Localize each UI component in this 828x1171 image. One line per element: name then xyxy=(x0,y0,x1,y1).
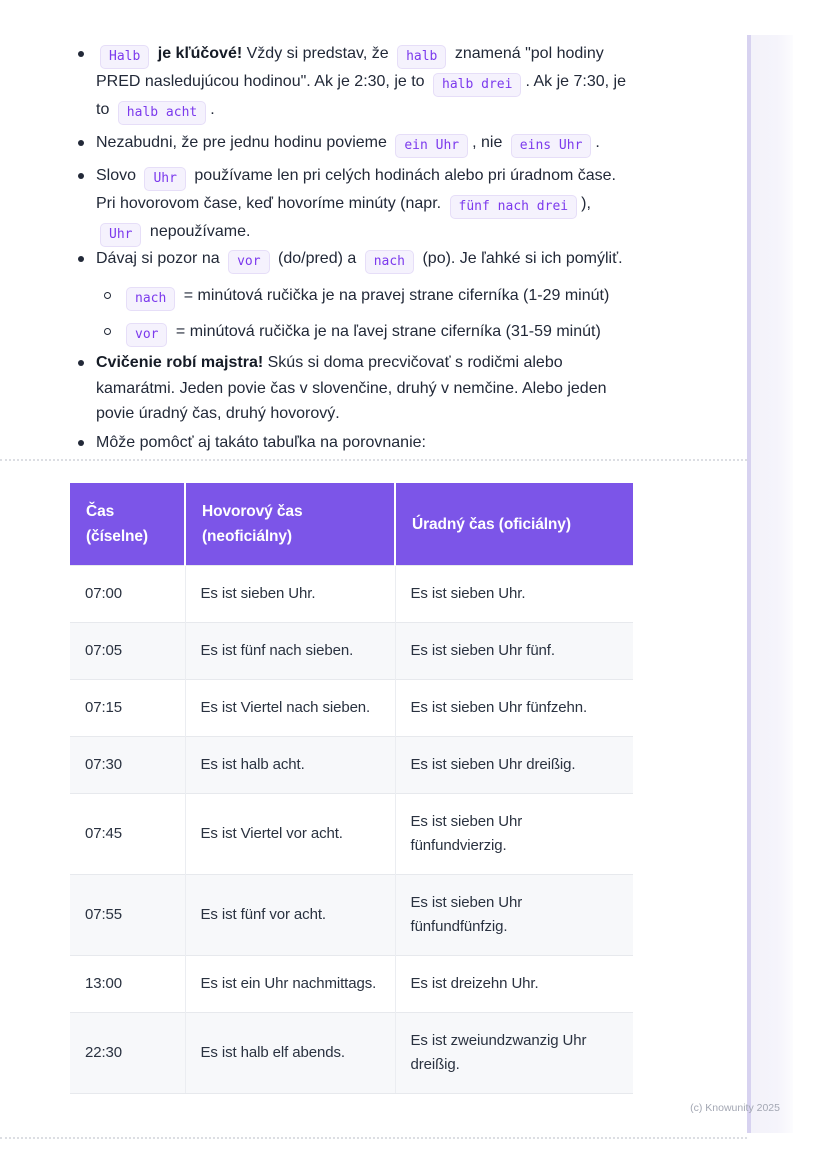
table-cell: 07:30 xyxy=(70,737,185,794)
text-run: ), xyxy=(581,195,591,212)
inline-code-badge: nach xyxy=(126,287,175,311)
table-header-cell: Čas (číselne) xyxy=(70,483,185,566)
table-cell: Es ist halb elf abends. xyxy=(185,1013,395,1094)
list-item-content xyxy=(96,246,628,355)
table-cell: Es ist sieben Uhr fünfzehn. xyxy=(395,680,633,737)
text-run: . xyxy=(210,101,215,118)
table-cell: Es ist dreizehn Uhr. xyxy=(395,956,633,1013)
table-cell: 07:05 xyxy=(70,623,185,680)
text-run: Môže pomôcť aj takáto tabuľka na porovnanie: xyxy=(96,434,426,451)
inline-code-badge: Halb xyxy=(100,45,149,69)
inline-code-badge: ein Uhr xyxy=(395,134,468,158)
disc-bullet-icon xyxy=(78,256,84,262)
table-cell: 07:00 xyxy=(70,566,185,623)
list-item-content xyxy=(122,319,628,347)
text-run: = minútová ručička je na ľavej strane ciferníka (31-59 minút) xyxy=(171,323,601,340)
table-cell: 07:45 xyxy=(70,794,185,875)
disc-bullet-icon xyxy=(78,140,84,146)
text-run: = minútová ručička je na pravej strane ciferníka (1-29 minút) xyxy=(179,287,610,304)
bold-text: je kľúčové! xyxy=(153,45,243,62)
table-cell: Es ist Viertel vor acht. xyxy=(185,794,395,875)
table-header-row xyxy=(70,483,633,566)
text-run: . xyxy=(595,134,600,151)
circle-bullet-icon xyxy=(104,328,111,335)
list-item-content xyxy=(96,350,628,427)
table-row xyxy=(70,623,633,680)
list-item xyxy=(70,41,628,125)
text-run: Nezabudni, že pre jednu hodinu povieme xyxy=(96,134,392,151)
table-row xyxy=(70,875,633,956)
inline-code-badge: Uhr xyxy=(144,167,185,191)
table-cell: 22:30 xyxy=(70,1013,185,1094)
table-body xyxy=(70,566,633,1094)
list-item xyxy=(70,130,628,158)
table-cell: 07:55 xyxy=(70,875,185,956)
table-cell: Es ist fünf vor acht. xyxy=(185,875,395,956)
inline-code-badge: halb xyxy=(397,45,446,69)
inline-code-badge: vor xyxy=(126,323,167,347)
text-run: . Ak je 7:30, je to xyxy=(96,73,626,118)
table-cell: 13:00 xyxy=(70,956,185,1013)
text-run: Dávaj si pozor na xyxy=(96,250,225,267)
table-row xyxy=(70,956,633,1013)
circle-bullet-icon xyxy=(104,292,111,299)
table-cell: 07:15 xyxy=(70,680,185,737)
inline-code-badge: vor xyxy=(228,250,269,274)
page-edge-stripe xyxy=(747,35,793,1133)
list-item xyxy=(70,163,628,247)
list-item-content xyxy=(96,130,628,158)
list-item-content xyxy=(96,41,628,125)
inline-code-badge: halb drei xyxy=(433,73,521,97)
disc-bullet-icon xyxy=(78,173,84,179)
table-row xyxy=(70,566,633,623)
table-row xyxy=(70,680,633,737)
table-header-cell: Úradný čas (oficiálny) xyxy=(395,483,633,566)
inline-code-badge: halb acht xyxy=(118,101,206,125)
comparison-table xyxy=(70,483,633,1094)
table-cell: Es ist sieben Uhr. xyxy=(395,566,633,623)
disc-bullet-icon xyxy=(78,51,84,57)
disc-bullet-icon xyxy=(78,360,84,366)
sub-bullet-list xyxy=(96,283,628,347)
text-run: (do/pred) a xyxy=(273,250,361,267)
text-run: Slovo xyxy=(96,167,141,184)
disc-bullet-icon xyxy=(78,440,84,446)
table-header-cell: Hovorový čas (neoficiálny) xyxy=(185,483,395,566)
inline-code-badge: Uhr xyxy=(100,223,141,247)
inline-code-badge: fünf nach drei xyxy=(450,195,578,219)
page-break-line-bottom xyxy=(0,1137,747,1139)
table-cell: Es ist Viertel nach sieben. xyxy=(185,680,395,737)
text-run: znamená "pol hodiny PRED nasledujúcou hodinou". Ak je 2:30, je to xyxy=(96,45,604,90)
list-item xyxy=(70,430,628,456)
sub-list-item xyxy=(96,319,628,347)
sub-list-item xyxy=(96,283,628,311)
table-row xyxy=(70,794,633,875)
table-row xyxy=(70,1013,633,1094)
page-break-line-top xyxy=(0,459,747,461)
list-item-content xyxy=(96,163,628,247)
list-item-content xyxy=(122,283,628,311)
table-cell: Es ist halb acht. xyxy=(185,737,395,794)
table-cell: Es ist sieben Uhr fünfundvierzig. xyxy=(395,794,633,875)
table-cell: Es ist sieben Uhr dreißig. xyxy=(395,737,633,794)
list-item-content xyxy=(96,430,628,456)
watermark: (c) Knowunity 2025 xyxy=(690,1102,780,1114)
text-run: Vždy si predstav, že xyxy=(242,45,394,62)
text-run: nepoužívame. xyxy=(145,223,251,240)
table-cell: Es ist zweiundzwanzig Uhr dreißig. xyxy=(395,1013,633,1094)
table-cell: Es ist sieben Uhr. xyxy=(185,566,395,623)
table-cell: Es ist sieben Uhr fünfundfünfzig. xyxy=(395,875,633,956)
text-run: (po). Je ľahké si ich pomýliť. xyxy=(418,250,623,267)
bold-text: Cvičenie robí majstra! xyxy=(96,354,264,371)
table-cell: Es ist ein Uhr nachmittags. xyxy=(185,956,395,1013)
text-run: , nie xyxy=(472,134,507,151)
inline-code-badge: nach xyxy=(365,250,414,274)
list-item xyxy=(70,350,628,427)
text-run: Skús si doma precvičovať s rodičmi alebo kamarátmi. Jeden povie čas v slovenčine, druhý v nemčine. Alebo jeden povie úradný čas, druhý hovorový. xyxy=(96,354,607,422)
text-run: používame len pri celých hodinách alebo pri úradnom čase. Pri hovorovom čase, keď hovoríme minúty (napr. xyxy=(96,167,616,212)
table-cell: Es ist sieben Uhr fünf. xyxy=(395,623,633,680)
table-cell: Es ist fünf nach sieben. xyxy=(185,623,395,680)
list-item xyxy=(70,246,628,355)
inline-code-badge: eins Uhr xyxy=(511,134,592,158)
table-row xyxy=(70,737,633,794)
